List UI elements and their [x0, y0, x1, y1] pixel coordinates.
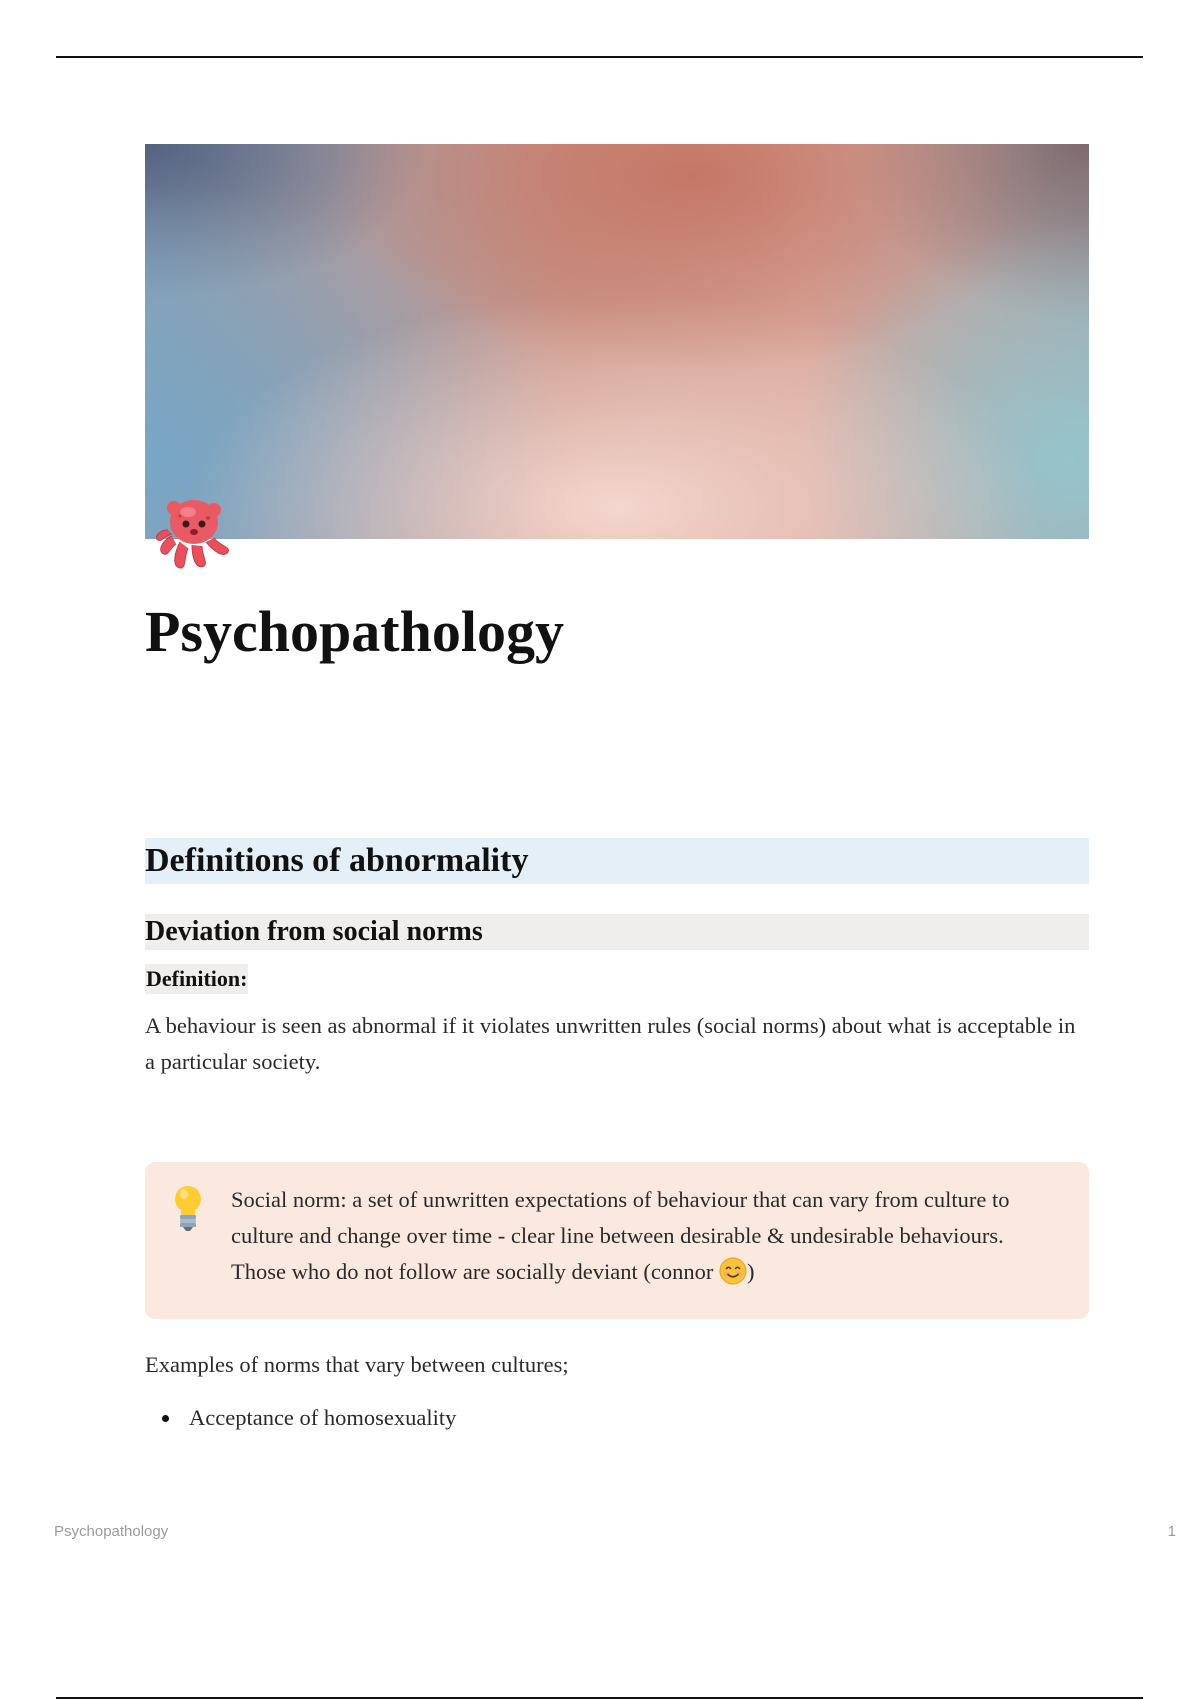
- page-title: Psychopathology: [145, 599, 564, 664]
- top-divider: [56, 56, 1143, 58]
- heading-1-text: Definitions of abnormality: [145, 842, 529, 879]
- cover-image: [145, 144, 1089, 539]
- definition-paragraph: A behaviour is seen as abnormal if it violates unwritten rules (social norms) about what is acceptable in a particular society.: [145, 1013, 1076, 1074]
- bottom-divider: [56, 1697, 1143, 1699]
- bullet-icon: [162, 1415, 169, 1422]
- footer-page-number: 1: [1167, 1523, 1176, 1540]
- octopus-icon: [152, 490, 238, 576]
- callout-text-main: Social norm: a set of unwritten expectations of behaviour that can vary from culture to culture and change over time - clear line between desirable & undesirable behaviours. Those who do not follow are socially deviant (connor: [231, 1187, 1010, 1284]
- callout-social-norm: [145, 1162, 1089, 1319]
- list-item-text: Acceptance of homosexuality: [189, 1405, 457, 1430]
- definition-label: Definition:: [145, 964, 248, 994]
- callout-text: [231, 1182, 1061, 1290]
- heading-deviation-from-social-norms: [145, 914, 1089, 950]
- callout-text-end: ): [747, 1259, 755, 1284]
- examples-intro: Examples of norms that vary between cultures;: [145, 1352, 569, 1377]
- heading-definitions-of-abnormality: [145, 838, 1089, 884]
- heading-2-text: Deviation from social norms: [145, 916, 483, 947]
- examples-list: [145, 1400, 1089, 1436]
- lightbulb-icon: [171, 1184, 205, 1232]
- list-item: [145, 1400, 1089, 1436]
- smiling-face-icon: [719, 1257, 747, 1285]
- footer-title: Psychopathology: [54, 1523, 169, 1540]
